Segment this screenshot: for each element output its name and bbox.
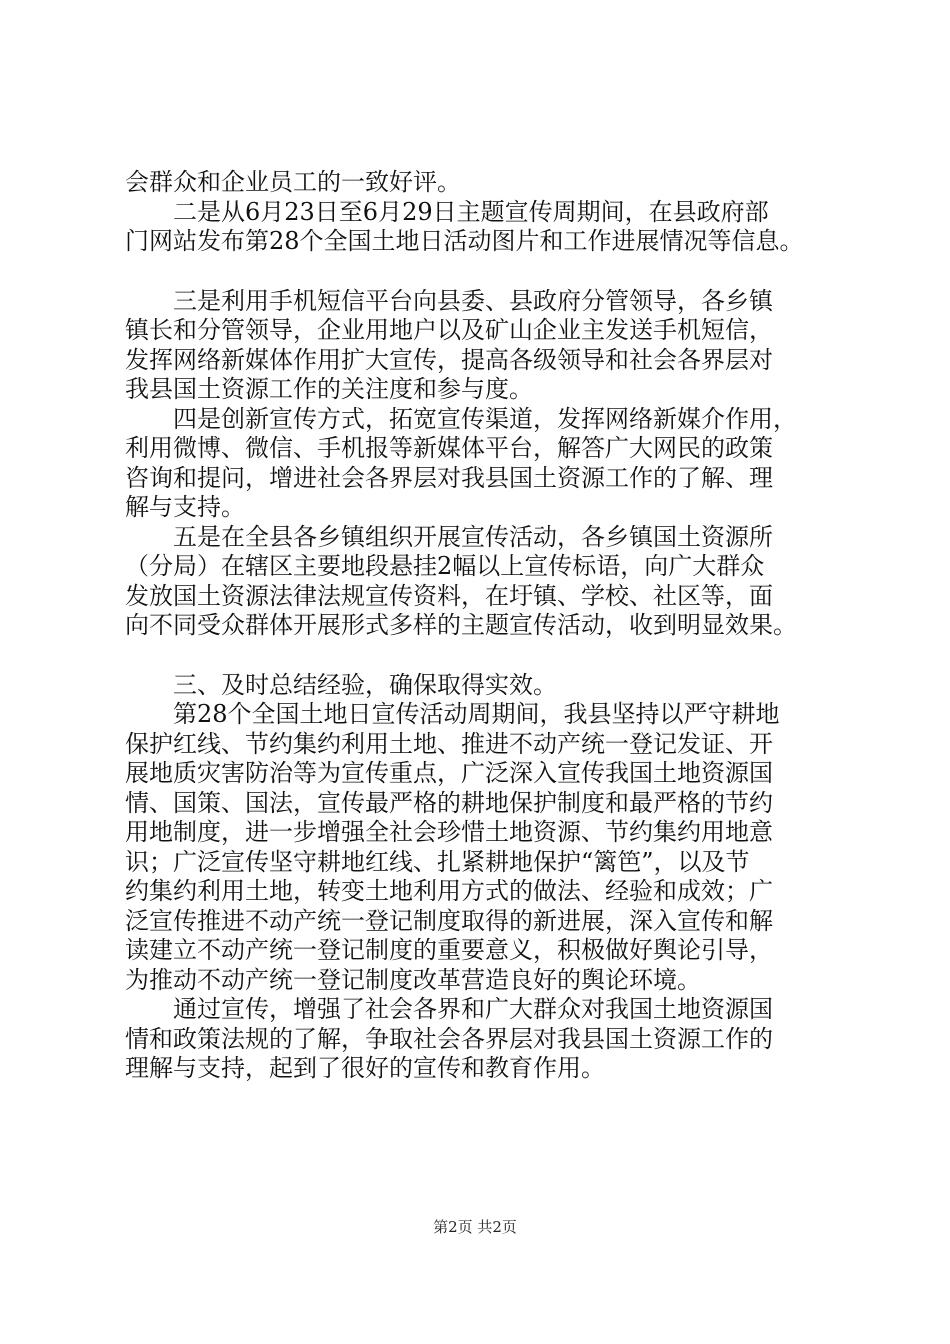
paragraph-gap <box>125 257 845 287</box>
page-number-footer: 第2页 共2页 <box>433 1218 517 1236</box>
paragraph-item-five: 五是在全县各乡镇组织开展宣传活动，各乡镇国土资源所 （分局）在辖区主要地段悬挂2幅以上宣传标语，向广大群众 发放国土资源法律法规宣传资料，在圩镇、学校、社区等，面 向不同受众群体开展形式多样的主题宣传活动，收到明显效果。 <box>125 522 797 639</box>
paragraph-item-four: 四是创新宣传方式，拓宽宣传渠道，发挥网络新媒介作用， 利用微博、微信、手机报等新媒体平台，解答广大网民的政策 咨询和提问，增进社会各界层对我县国土资源工作的了解、理 解与支持。 <box>125 404 797 521</box>
paragraph-gap <box>125 641 845 671</box>
paragraph-conclusion: 通过宣传，增强了社会各界和广大群众对我国土地资源国 情和政策法规的了解，争取社会各界层对我县国土资源工作的 理解与支持，起到了很好的宣传和教育作用。 <box>125 995 773 1082</box>
paragraph-item-two: 二是从6月23日至6月29日主题宣传周期间，在县政府部 门网站发布第28个全国土地日活动图片和工作进展情况等信息。 <box>125 197 804 255</box>
paragraph-item-three: 三是利用手机短信平台向县委、县政府分管领导，各乡镇 镇长和分管领导，企业用地户以及矿山企业主发送手机短信， 发挥网络新媒体作用扩大宣传，提高各级领导和社会各界层对 我县国土资源工作的关注度和参与度。 <box>125 286 773 403</box>
document-body <box>125 168 845 1084</box>
paragraph-continuation: 会群众和企业员工的一致好评。 <box>125 168 461 196</box>
paragraph-summary: 第28个全国土地日宣传活动周期间，我县坚持以严守耕地 保护红线、节约集约利用土地、推进不动产统一登记发证、开 展地质灾害防治等为宣传重点，广泛深入宣传我国土地资源国 情、国策、国法，宣传最严格的耕地保护制度和最严格的节约 用地制度，进一步增强全社会珍惜土地资源、节约集约用地意 识；广泛宣传坚守耕地红线、扎紧耕地保护“篱笆”，以及节 约集约利用土地，转变土地利用方式的做法、经验和成效；广 泛宣传推进不动产统一登记制度取得的新进展，深入宣传和解 读建立不动产统一登记制度的重要意义，积极做好舆论引导， 为推动不动产统一登记制度改革营造良好的舆论环境。 <box>125 700 780 994</box>
section-heading: 三、及时总结经验，确保取得实效。 <box>173 670 557 699</box>
